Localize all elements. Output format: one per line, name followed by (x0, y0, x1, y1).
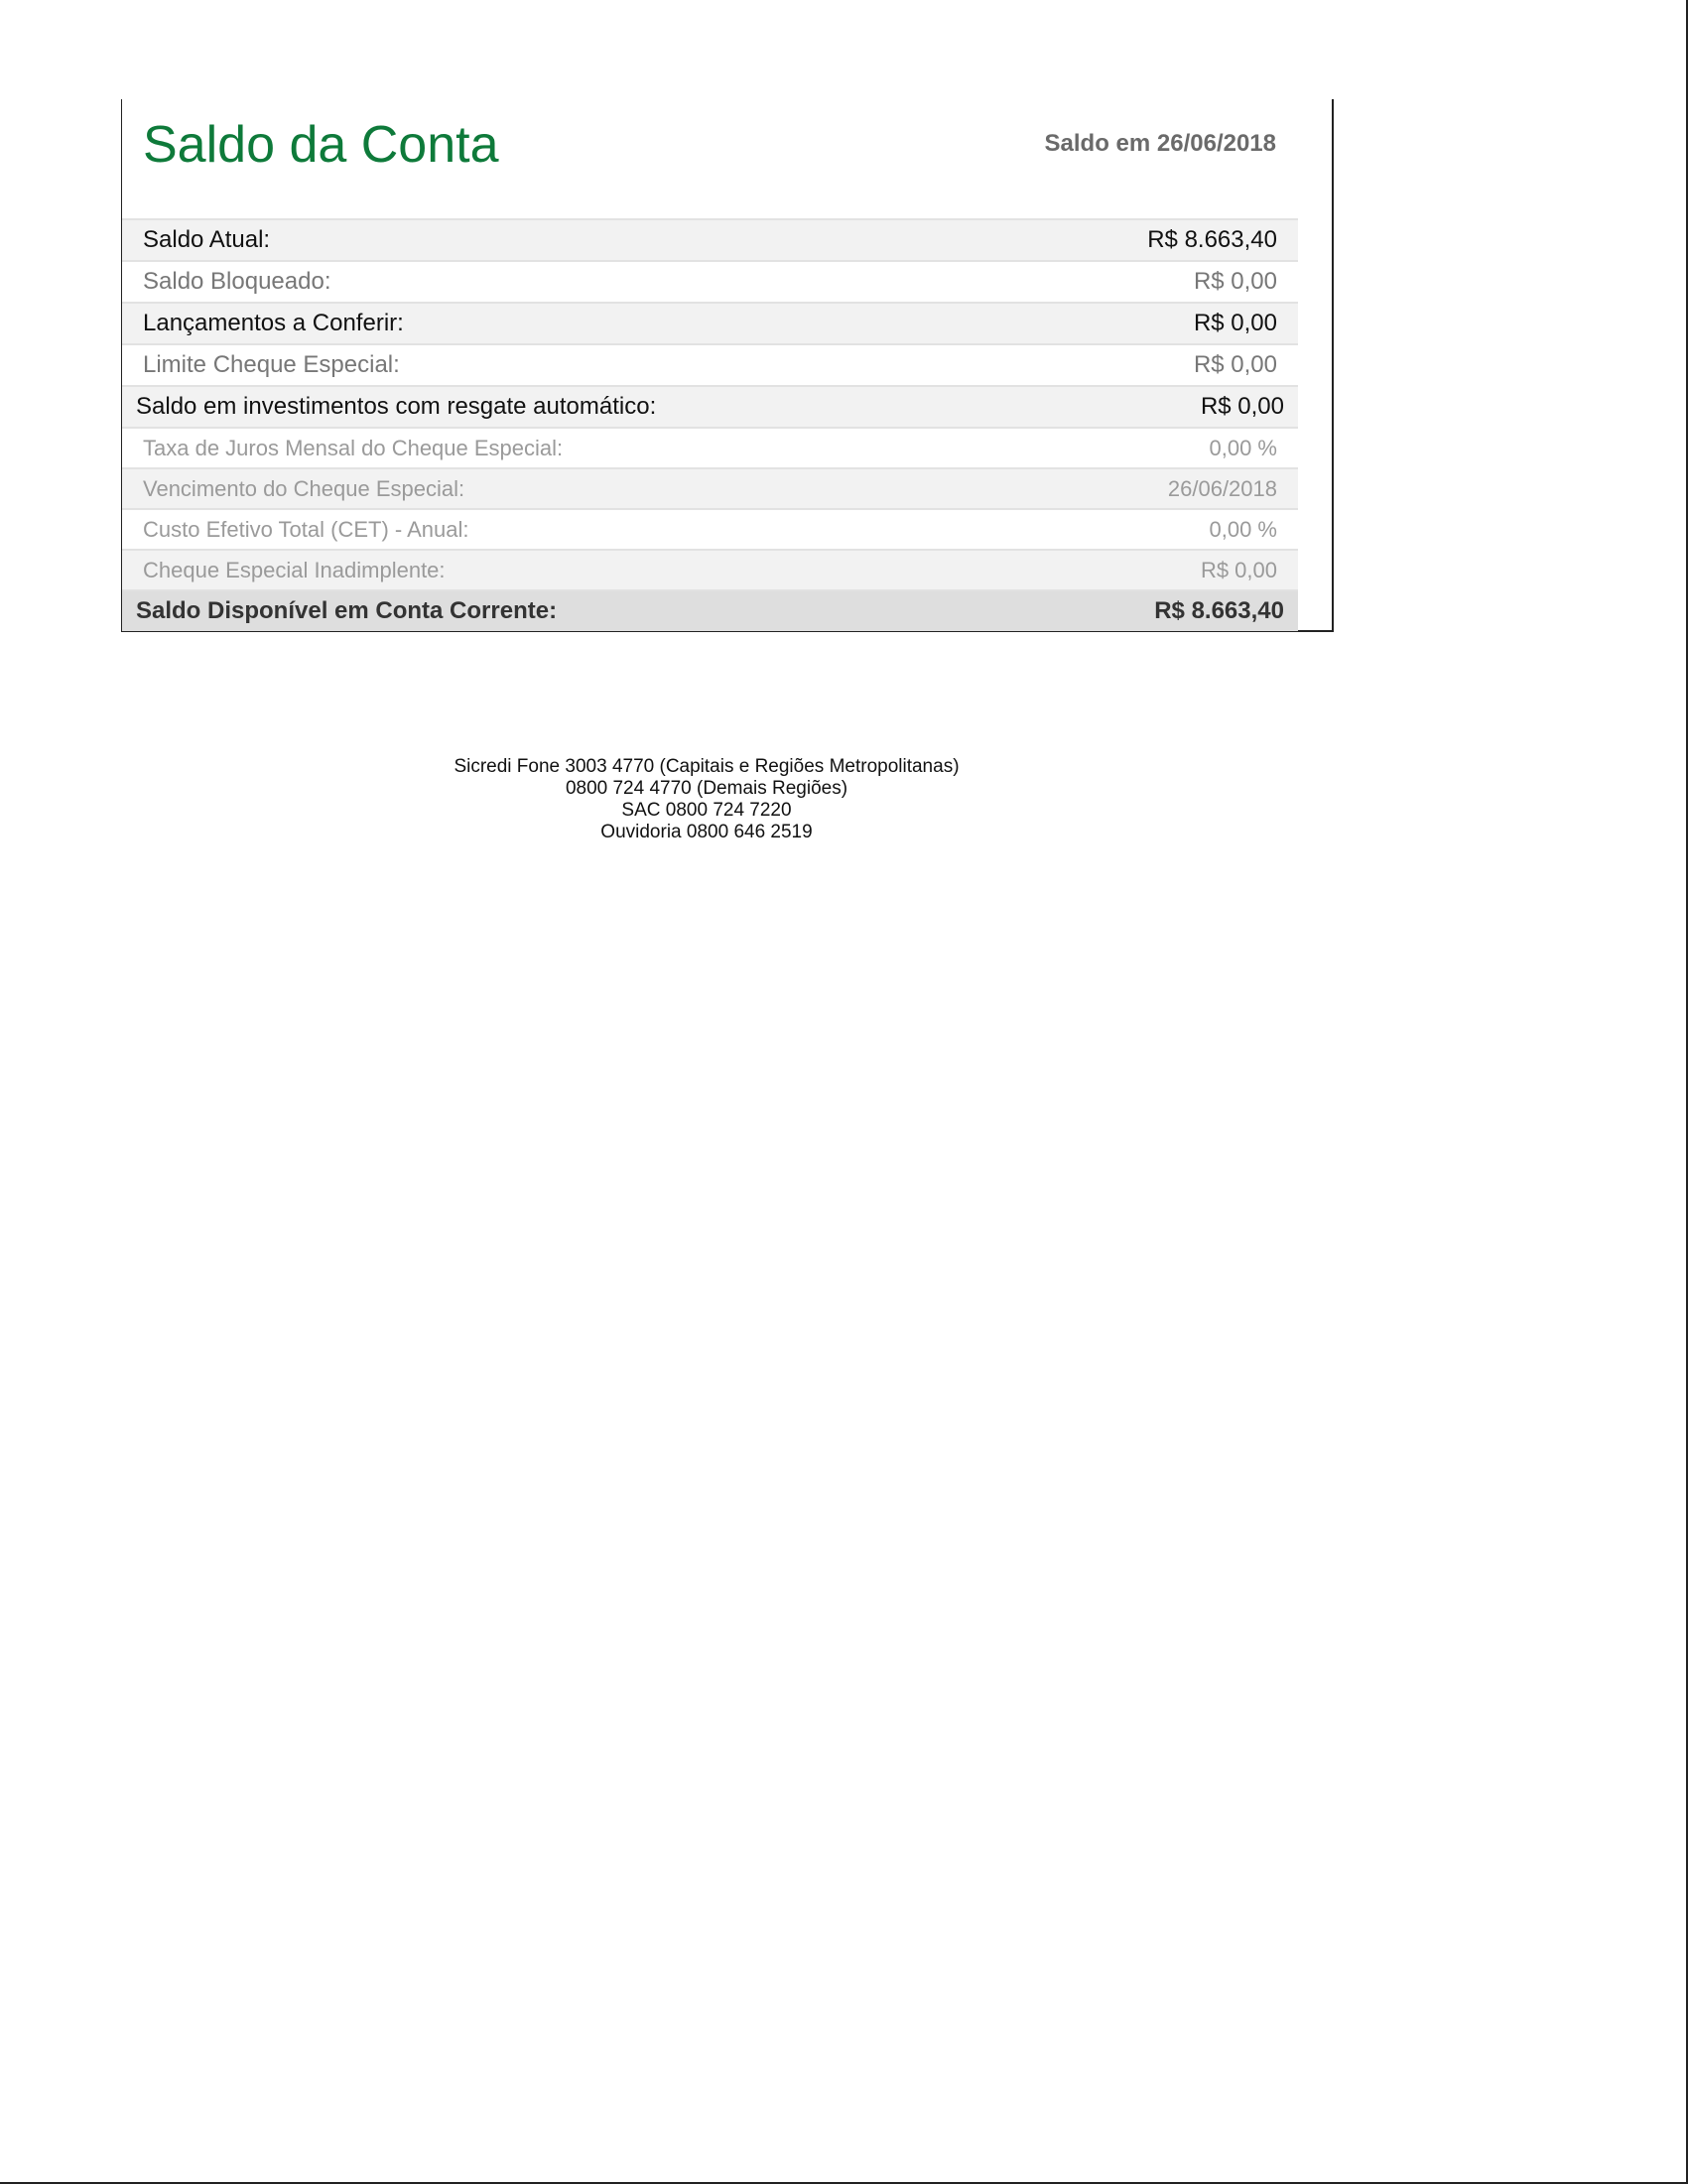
row-limite-cheque-especial (122, 343, 1298, 385)
row-value: R$ 8.663,40 (1154, 597, 1284, 624)
footer-phone-capitals: Sicredi Fone 3003 4770 (Capitais e Regiões Metropolitanas) (454, 756, 960, 777)
row-vencimento-cheque-especial (122, 467, 1298, 508)
row-taxa-juros (122, 427, 1298, 467)
row-label: Cheque Especial Inadimplente: (143, 557, 446, 582)
row-value: R$ 0,00 (1193, 268, 1277, 295)
row-label: Saldo em investimentos com resgate automático: (136, 393, 657, 420)
balance-date: Saldo em 26/06/2018 (1044, 130, 1276, 157)
row-saldo-disponivel (122, 589, 1298, 631)
row-label: Taxa de Juros Mensal do Cheque Especial: (143, 435, 564, 460)
row-custo-efetivo-total (122, 508, 1298, 549)
page-title: Saldo da Conta (143, 116, 499, 174)
row-value: R$ 0,00 (1193, 310, 1277, 336)
row-saldo-investimentos (122, 385, 1298, 427)
row-value: 0,00 % (1209, 516, 1277, 542)
row-value: R$ 0,00 (1200, 557, 1277, 582)
row-label: Limite Cheque Especial: (143, 351, 400, 378)
row-value: 26/06/2018 (1167, 475, 1277, 501)
balance-table (122, 218, 1298, 631)
row-label: Saldo Disponível em Conta Corrente: (136, 597, 558, 624)
footer-sac: SAC 0800 724 7220 (621, 800, 792, 821)
row-label: Saldo Atual: (143, 226, 271, 253)
row-label: Vencimento do Cheque Especial: (143, 475, 465, 501)
row-value: 0,00 % (1209, 435, 1277, 460)
row-label: Lançamentos a Conferir: (143, 310, 404, 336)
row-saldo-bloqueado (122, 260, 1298, 302)
row-value: R$ 0,00 (1193, 351, 1277, 378)
row-label: Saldo Bloqueado: (143, 268, 331, 295)
footer-ombudsman: Ouvidoria 0800 646 2519 (600, 822, 813, 842)
contact-footer (310, 756, 1104, 843)
row-cheque-especial-inadimplente (122, 549, 1298, 589)
row-label: Custo Efetivo Total (CET) - Anual: (143, 516, 469, 542)
row-lancamentos-a-conferir (122, 302, 1298, 343)
row-value: R$ 8.663,40 (1147, 226, 1277, 253)
footer-phone-other-regions: 0800 724 4770 (Demais Regiões) (565, 778, 848, 799)
row-value: R$ 0,00 (1200, 393, 1284, 420)
row-saldo-atual (122, 218, 1298, 260)
